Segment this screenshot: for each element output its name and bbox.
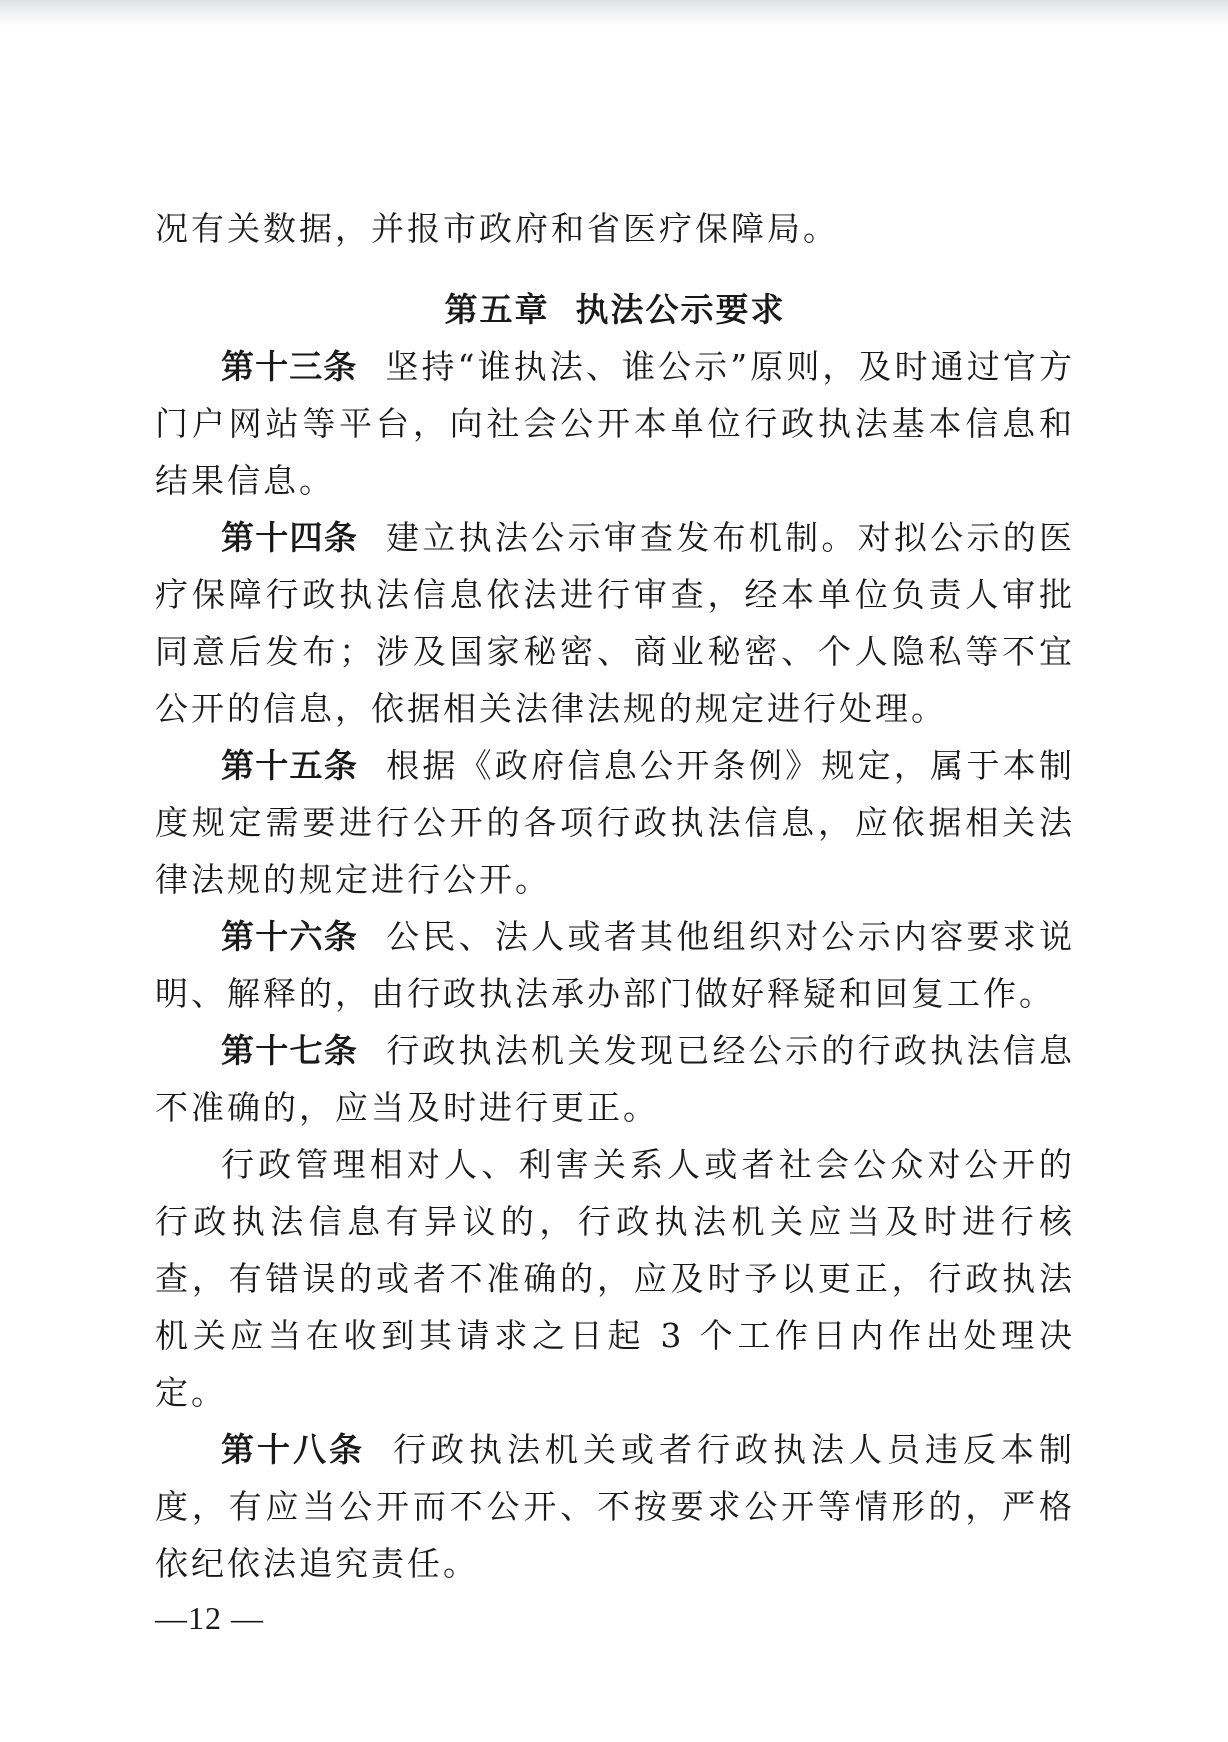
article-17 [155, 1022, 1075, 1136]
article-text: 根据《政府信息公开条例》规定，属于本制度规定需要进行公开的各项行政执法信息，应依据相关法律法规的规定进行公开。 [155, 746, 1076, 899]
scan-edge-shading [0, 0, 1228, 26]
article-label: 第十八条 [221, 1430, 365, 1469]
article-18 [155, 1421, 1075, 1592]
article-text: 坚持“谁执法、谁公示”原则，及时通过官方门户网站等平台，向社会公开本单位行政执法基本信息和结果信息。 [155, 347, 1076, 500]
article-label: 第十四条 [221, 518, 359, 557]
article-16 [155, 908, 1075, 1022]
opening-fragment: 况有关数据，并报市政府和省医疗保障局。 [155, 209, 839, 248]
article-text: 行政执法机关发现已经公示的行政执法信息不准确的，应当及时进行更正。 [155, 1031, 1076, 1127]
article-17-paragraph-2: 行政管理相对人、利害关系人或者社会公众对公开的行政执法信息有异议的，行政执法机关应当及时进行核查，有错误的或者不准确的，应及时予以更正，行政执法机关应当在收到其请求之日起 3 个工作日内作出处理决定。 [155, 1145, 1075, 1412]
article-text: 行政执法机关或者行政执法人员违反本制度，有应当公开而不公开、不按要求公开等情形的，严格依纪依法追究责任。 [155, 1430, 1075, 1583]
chapter-number: 第五章 [444, 290, 550, 329]
article-13 [155, 338, 1075, 509]
article-text: 公民、法人或者其他组织对公示内容要求说明、解释的，由行政执法承办部门做好释疑和回复工作。 [155, 917, 1076, 1013]
page-number: —12 — [155, 1600, 264, 1636]
chapter-heading [155, 281, 1075, 338]
article-label: 第十七条 [221, 1031, 359, 1070]
article-text: 建立执法公示审查发布机制。对拟公示的医疗保障行政执法信息依法进行审查，经本单位负责人审批同意后发布；涉及国家秘密、商业秘密、个人隐私等不宜公开的信息，依据相关法律法规的规定进行处理。 [155, 518, 1076, 728]
article-15 [155, 737, 1075, 908]
article-label: 第十三条 [221, 347, 358, 386]
article-label: 第十六条 [221, 917, 359, 956]
article-label: 第十五条 [221, 746, 359, 785]
article-14 [155, 509, 1075, 737]
chapter-title: 执法公示要求 [575, 290, 786, 329]
document-body [155, 200, 1075, 1592]
